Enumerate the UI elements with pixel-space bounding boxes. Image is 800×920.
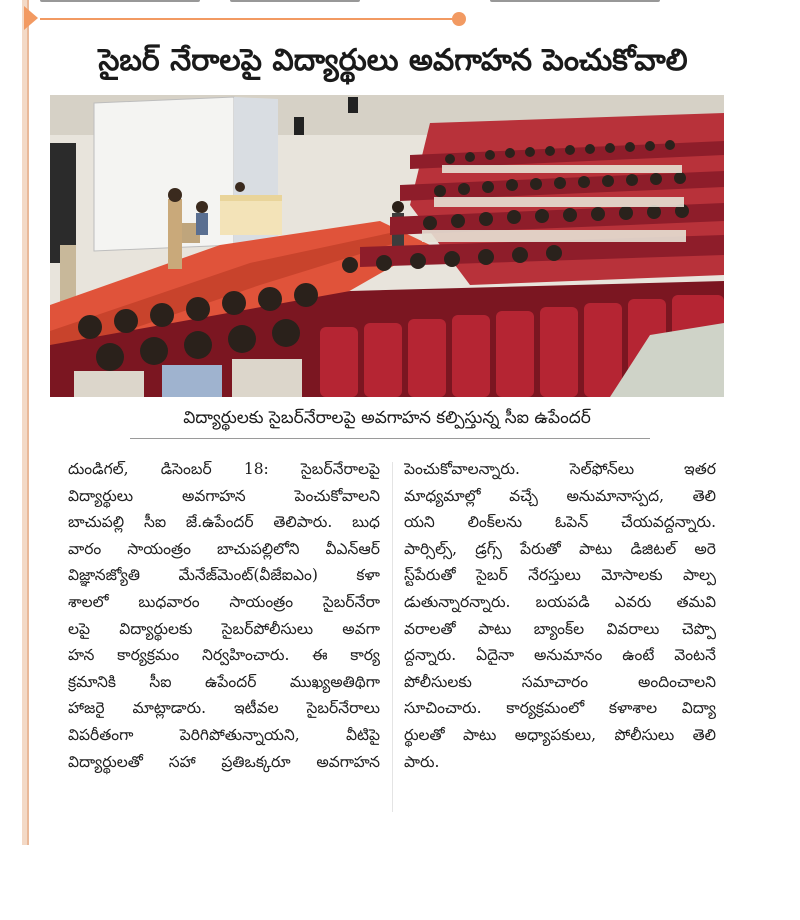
column-line: దుండిగల్, డిసెంబర్ 18: సైబర్‌నేరాలపై bbox=[68, 460, 380, 478]
arrow-marker-icon bbox=[24, 6, 38, 30]
column-line: డుతున్నారన్నారు. బయపడి ఎవరు తమవి bbox=[404, 592, 716, 611]
column-line: విద్యార్థులు అవగాహన పెంచుకోవాలని bbox=[68, 486, 380, 505]
column-line: శాలలో బుధవారం సాయంత్రం సైబర్‌నేరా bbox=[68, 592, 380, 611]
column-line: వారం సాయంత్రం బాచుపల్లిలోని వీఎన్ఆర్ bbox=[68, 539, 380, 558]
cropped-text-fragment bbox=[40, 0, 200, 2]
auditorium-photo-illustration bbox=[50, 95, 724, 397]
article-headline: సైబర్ నేరాలపై విద్యార్థులు అవగాహన పెంచుకోవాలి bbox=[98, 43, 688, 78]
article-column-right bbox=[404, 456, 716, 775]
column-line: ర్థులతో పాటు అధ్యాపకులు, పోలీసులు తెలి bbox=[404, 725, 716, 744]
photo-caption: విద్యార్థులకు సైబర్‌నేరాలపై అవగాహన కల్పిస్తున్న సీఐ ఉపేందర్ bbox=[183, 408, 591, 428]
cropped-text-fragment bbox=[230, 0, 360, 2]
column-line: పెంచుకోవాలన్నారు. సెల్‌ఫోన్‌లు ఇతర bbox=[404, 460, 716, 478]
circle-marker-icon bbox=[452, 12, 466, 26]
column-divider bbox=[392, 462, 393, 812]
column-line: పార్సిల్స్, డ్రగ్స్ పేరుతో పాటు డిజిటల్ అరె bbox=[404, 539, 716, 558]
column-line: క్రమానికి సీఐ ఉపేందర్ ముఖ్యఅతిథిగా bbox=[68, 672, 380, 691]
column-line: యని లింక్‌లను ఓపెన్ చేయవద్దన్నారు. bbox=[404, 513, 716, 532]
column-line: పారు. bbox=[404, 752, 440, 771]
column-line: ద్దన్నారు. ఏదైనా అనుమానం ఉంటే వెంటనే bbox=[404, 646, 716, 665]
article-column-left bbox=[68, 456, 380, 775]
column-line: లపై విద్యార్థులకు సైబర్‌పోలీసులు అవగా bbox=[68, 619, 380, 638]
column-line: హన కార్యక్రమం నిర్వహించారు. ఈ కార్య bbox=[68, 646, 380, 665]
column-line: మాధ్యమాల్లో వచ్చే అనుమానాస్పద, తెలి bbox=[404, 486, 716, 505]
column-line: పోలీసులకు సమాచారం అందించాలని bbox=[404, 672, 716, 691]
column-line: స్ట్‌పేరుతో సైబర్ నేరస్తులు మోసాలకు పాల్ప bbox=[404, 566, 716, 585]
column-line: విపరీతంగా పెరిగిపోతున్నాయని, వీటిపై bbox=[68, 725, 380, 744]
column-line: విద్యార్థులతో సహా ప్రతిఒక్కరూ అవగాహన bbox=[68, 752, 380, 771]
left-margin-rule-inner bbox=[27, 0, 29, 845]
column-line: హాజరై మాట్లాడారు. ఇటీవల సైబర్‌నేరాలు bbox=[68, 699, 380, 718]
top-strip bbox=[0, 0, 800, 36]
caption-divider bbox=[130, 438, 650, 439]
column-line: వరాలతో పాటు బ్యాంక్‌ల వివరాలు చెప్పొ bbox=[404, 619, 716, 638]
column-line: బాచుపల్లి సీఐ జే.ఉపేందర్ తెలిపారు. బుధ bbox=[68, 513, 380, 532]
article-photo bbox=[50, 95, 724, 397]
column-line: సూచించారు. కార్యక్రమంలో కళాశాల విద్యా bbox=[404, 699, 716, 718]
column-line: విజ్ఞానజ్యోతి మేనేజ్‌మెంట్(వీజేఐఎం) కళా bbox=[68, 566, 380, 585]
top-strip-line bbox=[40, 18, 460, 20]
cropped-text-fragment bbox=[490, 0, 660, 2]
